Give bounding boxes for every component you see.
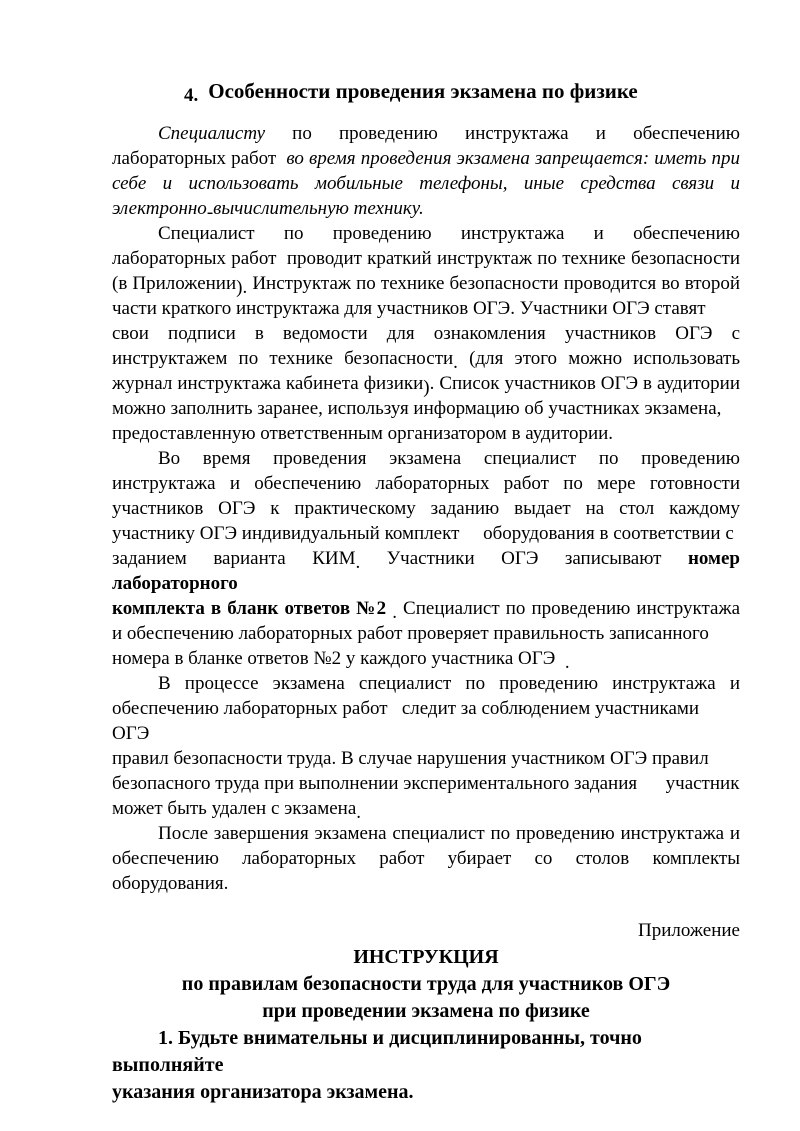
text-line <box>112 746 740 771</box>
paragraph <box>112 671 740 821</box>
text-run: свои подписи в ведомости для ознакомления участников ОГЭ с <box>112 323 740 344</box>
text-line <box>112 246 740 271</box>
text-run: Инструктаж по технике безопасности проводится во второй <box>247 273 740 294</box>
text-run: вычислительную технику. <box>213 198 424 219</box>
text-run: После завершения экзамена специалист по проведению инструктажа и <box>158 823 740 844</box>
paragraph <box>112 221 740 446</box>
text-line <box>112 546 740 596</box>
text-line <box>112 146 740 171</box>
text-run: и обеспечению лабораторных работ проверяет правильность записанного <box>112 623 709 644</box>
section-title <box>184 78 740 106</box>
text-run: номера в бланке ответов №2 у каждого участника ОГЭ <box>112 648 565 669</box>
text-line <box>112 621 740 646</box>
text-line <box>112 471 740 496</box>
text-line <box>112 446 740 471</box>
text-run: обеспечению лабораторных работ следит за соблюдением участниками ОГЭ <box>112 698 700 744</box>
text-run: можно заполнить заранее, используя информацию об участниках экзамена, <box>112 398 722 419</box>
text-run: лабораторных работ <box>112 148 282 169</box>
text-line <box>112 121 740 146</box>
text-run: ) <box>423 377 430 398</box>
text-run: (для этого можно использовать <box>457 348 740 369</box>
text-run: по проведению инструктажа и обеспечению <box>265 123 740 144</box>
text-run: во время проведения экзамена запрещается: <box>281 148 655 169</box>
text-line <box>112 196 740 221</box>
text-run: ). <box>236 277 248 298</box>
text-line <box>112 696 740 746</box>
text-run: участников ОГЭ к практическому заданию выдает на стол каждому <box>112 498 740 519</box>
text-run: заданием варианта КИМ <box>112 548 356 569</box>
text-run: . <box>564 652 570 673</box>
text-line <box>112 646 740 671</box>
text-line <box>112 521 740 546</box>
text-run: инструктажа и обеспечению лабораторных работ по мере готовности <box>112 473 740 494</box>
text-run: Специалисту <box>158 123 266 144</box>
paragraph <box>112 821 740 896</box>
text-line <box>112 346 740 371</box>
text-run: Специалист по проведению инструктажа и обеспечению <box>158 223 740 244</box>
paragraph <box>112 446 740 671</box>
text-run: . <box>392 602 397 623</box>
text-run: Во время проведения экзамена специалист по проведению <box>158 448 740 469</box>
text-line <box>112 396 740 421</box>
text-run: журнал инструктажа кабинета физики <box>112 373 424 394</box>
text-line <box>112 771 740 796</box>
text-line <box>112 596 740 621</box>
instruction-subtitle-line2: при проведении экзамена по физике <box>262 1000 590 1022</box>
text-line <box>112 796 740 821</box>
text-run: 1. Будьте внимательны и дисциплинированны, точно выполняйте <box>112 1027 642 1076</box>
text-run: предоставленную ответственным организатором в аудитории. <box>112 423 614 444</box>
text-line <box>112 1025 740 1079</box>
instruction-rules <box>112 1025 740 1106</box>
text-run: участнику ОГЭ индивидуальный комплект оборудования в соответствии с <box>112 523 734 544</box>
text-run: себе и использовать мобильные телефоны, иные средства связи и <box>112 173 740 194</box>
instruction-subtitle-line1: по правилам безопасности труда для участников ОГЭ <box>181 973 671 995</box>
section-title-text: Особенности проведения экзамена по физике <box>208 79 638 103</box>
text-line <box>112 221 740 246</box>
text-run: В процессе экзамена специалист по проведению инструктажа и <box>158 673 740 694</box>
paragraph <box>112 121 740 221</box>
instruction-title: ИНСТРУКЦИЯ <box>353 946 499 968</box>
text-line <box>112 371 740 396</box>
appendix-label: Приложение <box>638 920 740 941</box>
text-line <box>112 1079 740 1106</box>
text-run: лабораторных работ проводит краткий инструктаж по технике безопасности <box>112 248 740 269</box>
body-text <box>112 121 740 896</box>
text-line <box>112 671 740 696</box>
section-number: 4. <box>184 85 199 106</box>
text-line <box>112 171 740 196</box>
text-run: указания организатора экзамена. <box>112 1081 414 1103</box>
text-run: . <box>356 802 362 823</box>
text-line <box>112 421 740 446</box>
text-run: части краткого инструктажа для участников ОГЭ. Участники ОГЭ ставят <box>112 298 706 319</box>
text-run: оборудования. <box>112 873 229 894</box>
text-run: обеспечению лабораторных работ убирает со столов комплекты <box>112 848 740 869</box>
text-line <box>112 296 740 321</box>
text-run: электронно <box>112 198 207 219</box>
text-run: может быть удален с экзамена <box>112 798 357 819</box>
text-run: иметь при <box>654 148 740 169</box>
text-run: - <box>206 202 214 223</box>
text-line <box>112 846 740 871</box>
text-line <box>112 321 740 346</box>
text-line <box>112 871 740 896</box>
text-line <box>112 271 740 296</box>
text-run: . <box>453 352 458 373</box>
text-run: безопасного труда при выполнении экспериментального задания участник <box>112 773 740 794</box>
text-run: правил безопасности труда. В случае нарушения участником ОГЭ правил <box>112 748 709 769</box>
text-run: номер лабораторного <box>112 548 740 594</box>
text-run: комплекта в бланк ответов №2 <box>112 598 387 619</box>
text-run: . <box>355 552 361 573</box>
text-run: (в Приложении <box>112 273 237 294</box>
text-line <box>112 496 740 521</box>
text-run: . Список участников ОГЭ в аудитории <box>429 373 741 394</box>
paragraph <box>112 1025 740 1106</box>
text-run: Участники ОГЭ записывают <box>360 548 688 569</box>
text-line <box>112 821 740 846</box>
text-run: инструктажем по технике безопасности <box>112 348 454 369</box>
text-run: Специалист по проведению инструктажа <box>396 598 740 619</box>
